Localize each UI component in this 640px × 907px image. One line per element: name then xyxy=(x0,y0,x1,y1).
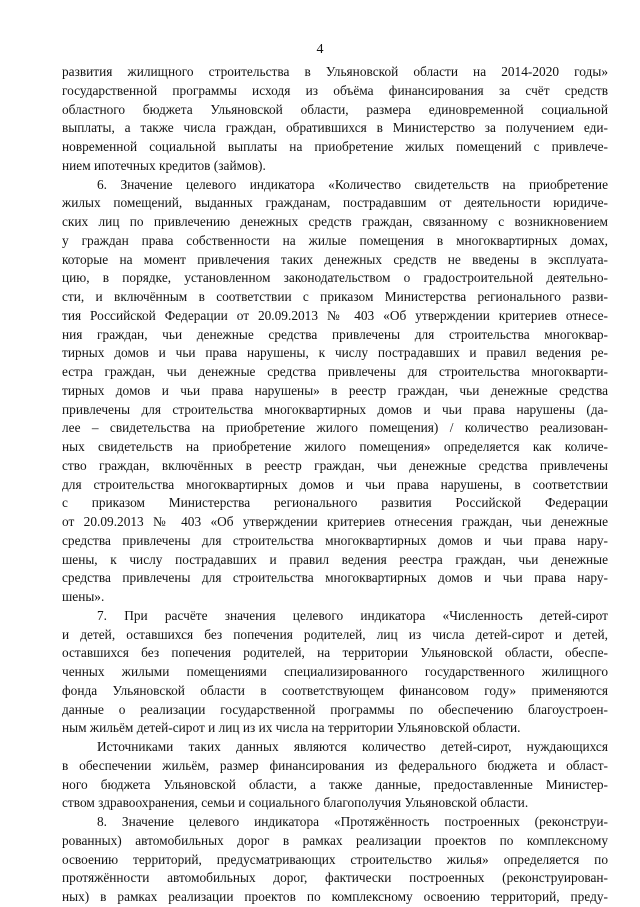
document-body xyxy=(62,63,608,907)
text-line: ных) в рамках реализации проектов по комплексному освоению территорий, преду- xyxy=(62,889,608,904)
text-line: и детей, оставшихся без попечения родителей, лиц из числа детей-сирот и детей, xyxy=(62,626,608,642)
text-line: фонда Ульяновской области в соответствующем финансовом году» применяются xyxy=(62,682,608,698)
text-line: 8. Значение целевого индикатора «Протяжённость построенных (реконструи- xyxy=(97,814,608,829)
text-line: от 20.09.2013 № 403 «Об утверждении критериев отнесения граждан, чьи денежные xyxy=(62,514,608,529)
text-line: протяжённости автомобильных дорог, фактически построенных (реконструирован- xyxy=(62,870,608,886)
text-line: шены, к числу пострадавших и правил ведения реестра граждан, чьи денежные xyxy=(62,551,608,567)
text-line: освоению территорий, предусматривающих строительство жилья» определяется по xyxy=(62,851,608,867)
text-line: Источниками таких данных являются количество детей-сирот, нуждающихся xyxy=(97,739,608,754)
text-line: в обеспечении жильём, размер финансирования из федерального бюджета и област- xyxy=(62,757,608,773)
text-line: тия Российской Федерации от 20.09.2013 № 403 «Об утверждении критериев отнесе- xyxy=(62,307,608,323)
text-line: ством здравоохранения, семьи и социального благополучия Ульяновской области. xyxy=(62,795,529,811)
text-line: которые на момент привлечения таких денежных средств не введены в эксплуата- xyxy=(62,251,608,267)
text-line: лее – свидетельства на приобретение жилого помещения) / количество реализован- xyxy=(62,420,608,436)
text-line: шены». xyxy=(62,589,105,604)
text-line: нием ипотечных кредитов (займов). xyxy=(62,157,266,173)
text-line: 6. Значение целевого индикатора «Количество свидетельств на приобретение xyxy=(97,176,608,192)
page-number: 4 xyxy=(316,42,324,57)
text-line: для строительства многоквартирных домов и чьи права нарушены, в соответствии xyxy=(62,476,608,492)
text-line: рованных) автомобильных дорог в рамках реализации проектов по комплексному xyxy=(62,832,608,848)
text-line: ным жильём детей-сирот и лиц из их числа на территории Ульяновской области. xyxy=(62,720,521,736)
text-line: оставшихся без попечения родителей, на территории Ульяновской области, обеспе- xyxy=(62,645,608,661)
text-line: тирных домов и чьи права нарушены» в реестр граждан, чьи денежные средства xyxy=(62,382,608,398)
text-line: цию, в порядке, установленном законодательством о градостроительной деятельно- xyxy=(62,270,608,286)
text-line: ченных жилыми помещениями специализированного государственного жилищного xyxy=(62,664,608,679)
text-line: государственной программы исходя из объёма финансирования за счёт средств xyxy=(62,82,608,98)
text-line: с приказом Министерства регионального развития Российской Федерации xyxy=(62,495,608,511)
text-line: данные о реализации государственной программы по обеспечению благоустроен- xyxy=(62,701,608,717)
text-line: средства привлечены для строительства многоквартирных домов и чьи права нару- xyxy=(62,570,608,586)
text-line: жилых помещений, выданных гражданам, пострадавшим от деятельности юридиче- xyxy=(62,195,608,211)
text-line: областного бюджета Ульяновской области, размера единовременной социальной xyxy=(62,101,608,117)
text-line: ство граждан, включённых в реестр граждан, чьи денежные средства привлечены xyxy=(62,457,608,473)
text-line: ного бюджета Ульяновской области, а также данные, предоставленные Министер- xyxy=(62,776,608,792)
text-line: у граждан права собственности на жилые помещения в многоквартирных домах, xyxy=(62,232,608,248)
text-line: выплаты, а также числа граждан, обратившихся в Министерство за получением еди- xyxy=(62,120,608,136)
text-line: средства привлечены для строительства многоквартирных домов и чьи права нару- xyxy=(62,532,608,548)
text-line: тирных домов и чьи права нарушены, к числу пострадавших и правил ведения ре- xyxy=(62,345,608,361)
text-line: развития жилищного строительства в Ульяновской области на 2014-2020 годы» xyxy=(62,64,608,79)
text-line: новременной социальной выплаты на приобретение жилых помещений с привлече- xyxy=(62,139,608,154)
text-line: естра граждан, чьи денежные средства привлечены для строительства многокварти- xyxy=(62,364,608,379)
text-line: 7. При расчёте значения целевого индикатора «Численность детей-сирот xyxy=(97,607,608,623)
text-line: привлечены для строительства многоквартирных домов и чьи права нарушены (да- xyxy=(62,401,608,417)
text-line: ских лиц по привлечению денежных средств граждан, связанному с возникновением xyxy=(62,214,608,229)
text-line: ния граждан, чьи денежные средства привлечены для строительства многоквар- xyxy=(62,326,608,342)
text-line: ных свидетельств на приобретение жилого помещения» определяется как количе- xyxy=(62,439,608,454)
text-line: сти, и включённым в соответствии с приказом Министерства регионального разви- xyxy=(62,289,608,304)
